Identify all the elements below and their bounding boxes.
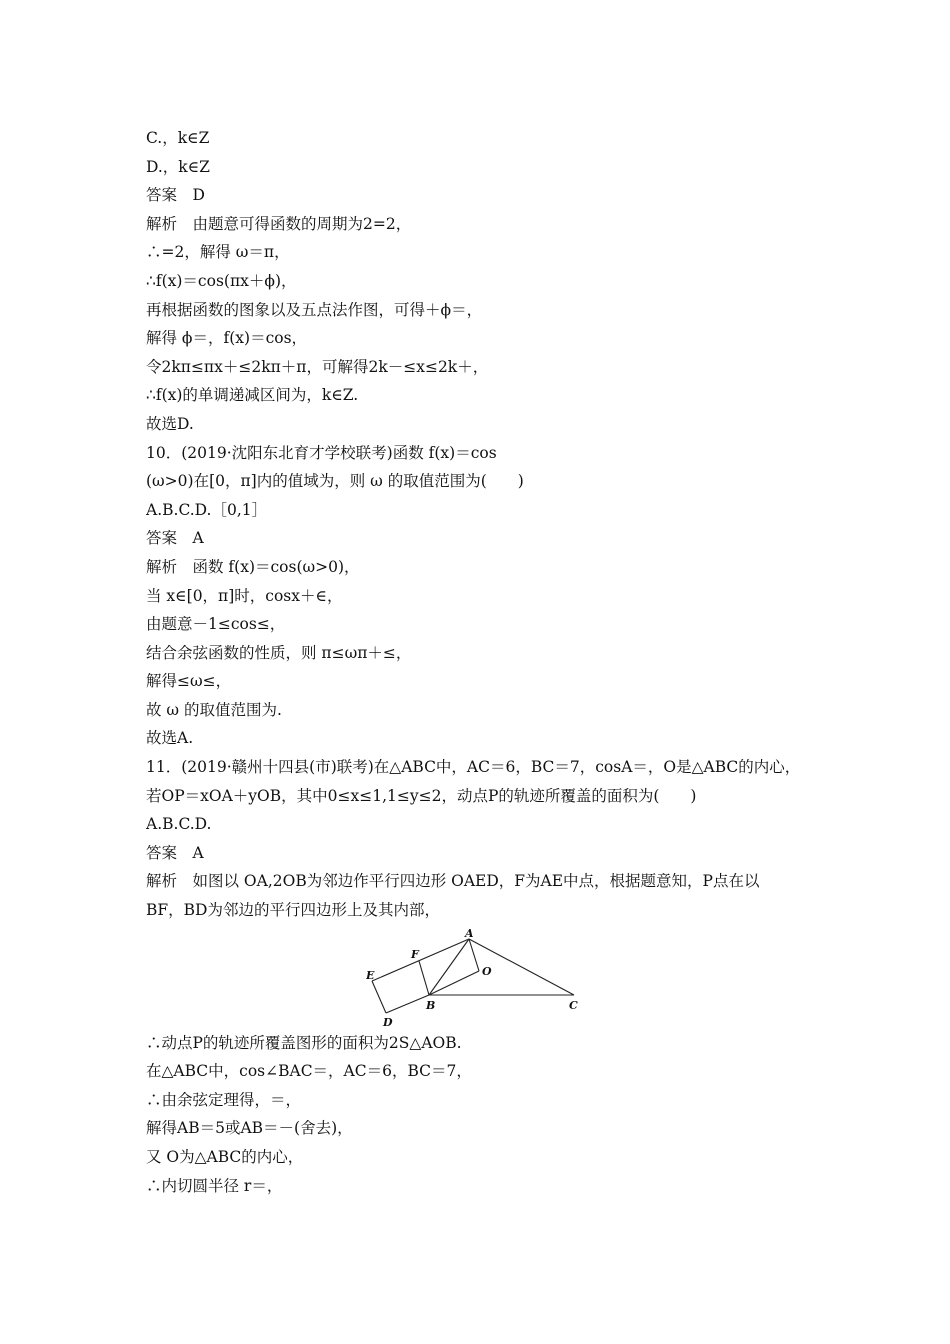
text-line: 答案 A <box>146 529 204 548</box>
text-line: ∴f(x)的单调递减区间为，k∈Z. <box>146 386 359 405</box>
text-line: D.，k∈Z <box>146 157 210 176</box>
text-line: 故 ω 的取值范围为. <box>146 700 282 719</box>
label-f: F <box>411 947 419 961</box>
text-line: 解得≤ω≤， <box>146 672 232 691</box>
text-line: 故选A. <box>146 729 194 748</box>
text-line: (ω>0)在[0，π]内的值域为，则 ω 的取值范围为( ) <box>146 472 524 491</box>
text-line: C.，k∈Z <box>146 129 210 147</box>
text-line: 10．(2019·沈阳东北育才学校联考)函数 f(x)＝cos <box>146 443 497 462</box>
text-line: 解析 如图以 OA,2OB为邻边作平行四边形 OAED，F为AE中点，根据题意知，P点在以 <box>146 872 760 891</box>
text-line: 若OP＝xOA＋yOB，其中0≤x≤1,1≤y≤2，动点P的轨迹所覆盖的面积为( ) <box>146 786 697 805</box>
text-line: ∴内切圆半径 r＝， <box>146 1176 283 1195</box>
text-line: 11．(2019·赣州十四县(市)联考)在△ABC中，AC＝6，BC＝7，cosA＝，O是△ABC的内心， <box>146 758 801 777</box>
text-line: 解得AB＝5或AB＝－(舍去)， <box>146 1119 353 1138</box>
text-line: 又 O为△ABC的内心， <box>146 1148 304 1166</box>
label-d: D <box>383 1015 393 1027</box>
text-line: A.B.C.D. <box>146 815 212 834</box>
document-page <box>146 124 836 1200</box>
text-block-before-figure <box>146 124 836 925</box>
text-line: 解析 由题意可得函数的周期为2=2， <box>146 214 412 233</box>
segment-db <box>386 995 429 1013</box>
text-line: 当 x∈[0，π]时，cosx＋∈， <box>146 586 343 605</box>
geometry-diagram <box>366 927 586 1027</box>
text-line: ∴=2，解得 ω＝π， <box>146 243 290 262</box>
segment-ob <box>429 971 479 995</box>
text-line: 结合余弦函数的性质，则 π≤ωπ＋≤， <box>146 643 412 662</box>
label-o: O <box>482 964 492 978</box>
label-c: C <box>569 998 578 1012</box>
label-a: A <box>465 926 474 940</box>
text-line: 答案 D <box>146 186 205 205</box>
text-line: 由题意－1≤cos≤， <box>146 615 286 634</box>
text-line: 答案 A <box>146 843 204 862</box>
text-line: BF，BD为邻边的平行四边形上及其内部， <box>146 901 440 920</box>
text-line: ∴f(x)＝cos(πx＋ϕ)， <box>146 271 297 290</box>
text-line: 令2kπ≤πx＋≤2kπ＋π，可解得2k－≤x≤2k＋， <box>146 357 489 376</box>
text-line: 在△ABC中，cos∠BAC＝，AC＝6，BC＝7， <box>146 1062 472 1081</box>
segment-fb <box>419 961 429 995</box>
text-line: ∴由余弦定理得，＝， <box>146 1090 302 1109</box>
text-block-after-figure <box>146 1029 836 1201</box>
label-e: E <box>366 968 375 982</box>
text-line: A.B.C.D.［0,1］ <box>146 500 268 519</box>
segment-ed <box>372 981 386 1013</box>
label-b: B <box>426 998 436 1012</box>
text-line: ∴动点P的轨迹所覆盖图形的面积为2S△AOB. <box>146 1033 462 1052</box>
geometry-figure <box>146 927 836 1029</box>
text-line: 解析 函数 f(x)＝cos(ω>0)， <box>146 557 360 576</box>
text-line: 故选D. <box>146 414 194 433</box>
text-line: 解得 ϕ＝，f(x)＝cos， <box>146 329 308 348</box>
text-line: 再根据函数的图象以及五点法作图，可得＋ϕ＝， <box>146 300 483 319</box>
